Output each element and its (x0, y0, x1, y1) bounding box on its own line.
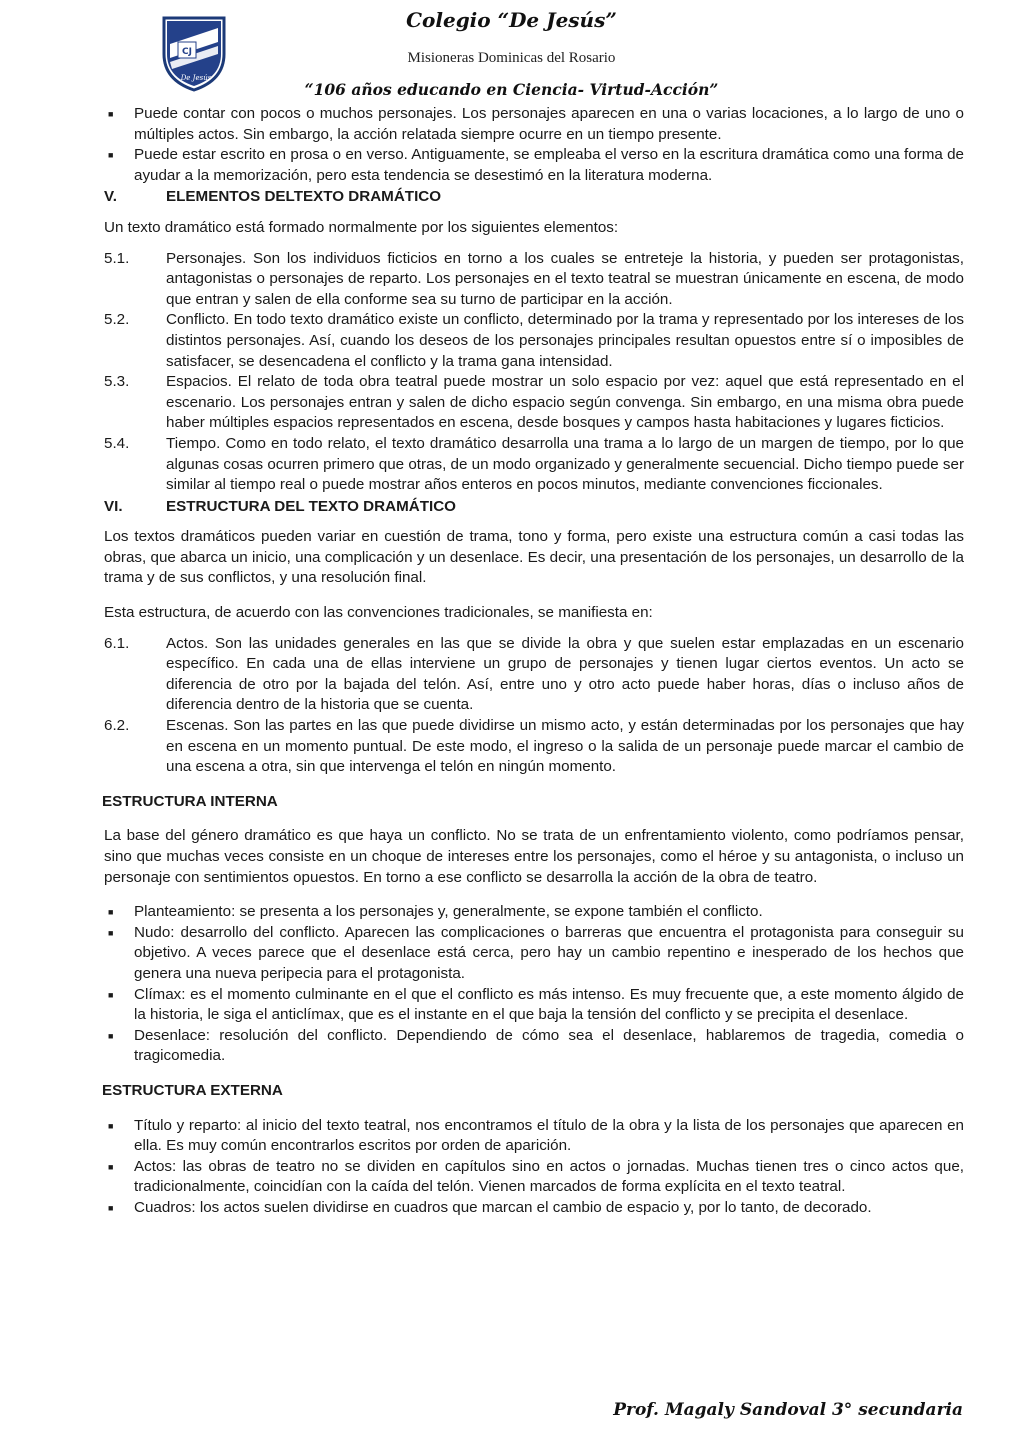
list-item: ■ Actos: las obras de teatro no se dividen en capítulos sino en actos o jornadas. Muchas tienen tres o cinco actos que, tradicionalmente, coincidían con la caída del telón. Vienen marcados de forma explícita en el texto teatral. (104, 1157, 964, 1198)
school-motto: “106 años educando en Ciencia- Virtud-Acción” (304, 80, 719, 99)
list-item: ■ Cuadros: los actos suelen dividirse en cuadros que marcan el cambio de espacio y, por lo tanto, de decorado. (104, 1198, 964, 1219)
section-heading (104, 497, 964, 518)
paragraph: Los textos dramáticos pueden variar en cuestión de trama, tono y forma, pero existe una estructura común a casi todas las obras, que abarca un inicio, una complicación y un desenlace. Es decir, una presentación de los personajes, un desarrollo de la trama y de sus conflictos, y una resolución final. (104, 528, 964, 587)
school-subtitle: Misioneras Dominicas del Rosario (407, 50, 616, 66)
item-text: Escenas. Son las partes en las que puede dividirse un mismo acto, y están determinadas por los personajes que hay en escena en un momento puntual. De este modo, el ingreso o la salida de un personaje puede marcar el cambio de una escena a otra, sin que intervenga el telón en ningún momento. (166, 717, 964, 776)
school-name: Colegio “De Jesús” (406, 8, 617, 32)
section-number: VI. (104, 497, 123, 515)
logo-script: De Jesús (180, 74, 212, 82)
subsection-heading: ESTRUCTURA INTERNA (102, 792, 278, 810)
list-item: ■ Clímax: es el momento culminante en el que el conflicto es más intenso. Es muy frecuente que, a este momento álgido de la historia, le siga el anticlímax, que es el instante en el que baja la tensión del conflicto y se precipita el desenlace. (104, 985, 964, 1026)
page-header (0, 0, 1023, 108)
list-item: ■ Planteamiento: se presenta a los personajes y, generalmente, se expone también el conflicto. (104, 902, 964, 923)
section-number: V. (104, 188, 117, 206)
numbered-item (104, 310, 964, 372)
section-heading (104, 187, 964, 208)
item-text: Espacios. El relato de toda obra teatral puede mostrar un solo espacio por vez: aquel que está representado en el escenario. Los personajes entran y salen de dicho espacio según convenga. Sin embargo, en una misma obra puede haber múltiples espacios representados en escena, desde bosques y campos hasta habitaciones y lugares ficticios. (166, 373, 964, 432)
item-number: 6.1. (104, 634, 130, 652)
paragraph: Esta estructura, de acuerdo con las convenciones tradicionales, se manifiesta en: (104, 604, 653, 622)
item-number: 5.2. (104, 311, 130, 329)
item-text: Tiempo. Como en todo relato, el texto dramático desarrolla una trama a lo largo de un margen de tiempo, por lo que algunas cosas ocurren primero que otras, de un modo organizado y generalmente secuencial. Dicho tiempo puede ser similar al tiempo real o puede mostrar años enteros en pocos minutos, mediante convenciones ficcionales. (166, 434, 964, 494)
numbered-item (104, 434, 964, 496)
section-title: ELEMENTOS DELTEXTO DRAMÁTICO (166, 188, 442, 206)
item-text: Conflicto. En todo texto dramático existe un conflicto, determinado por la trama y representado por los intereses de los distintos personajes. Así, cuando los deseos de los personajes principales resultan opuestos entre sí o imposibles de satisfacer, se desencadena el conflicto y la trama gana intensidad. (166, 311, 964, 370)
numbered-item (104, 716, 964, 778)
item-text: Actos. Son las unidades generales en las que se divide la obra y que suelen estar emplazadas en un escenario específico. En cada una de ellas interviene un grupo de personajes y tienen lugar ciertos eventos. Un acto se diferencia de otro por la bajada del telón. Así, entre uno y otro acto puede haber horas, días o incluso años de diferencia dentro de la historia que se cuenta. (166, 634, 964, 714)
subsection-heading: ESTRUCTURA EXTERNA (102, 1081, 283, 1099)
list-item: ■ Nudo: desarrollo del conflicto. Aparecen las complicaciones o barreras que encuentra el protagonista para conseguir su objetivo. A veces parece que el desenlace está cerca, pero hay un cambio repentino e inesperado de los hechos que genera una nueva peripecia para el protagonista. (104, 923, 964, 985)
item-number: 5.4. (104, 434, 130, 452)
list-item: ■ Puede estar escrito en prosa o en verso. Antiguamente, se empleaba el verso en la escritura dramática como una forma de ayudar a la memorización, pero esta tendencia se desestimó en la literatura moderna. (104, 145, 964, 186)
paragraph: Un texto dramático está formado normalmente por los siguientes elementos: (104, 218, 619, 236)
document-body (104, 104, 964, 1219)
logo-initials: CJ (182, 47, 192, 57)
teacher-footer: Prof. Magaly Sandoval 3° secundaria (613, 1400, 963, 1420)
item-text: Personajes. Son los individuos ficticios en torno a los cuales se entreteje la historia, y pueden ser protagonistas, antagonistas o personajes de reparto. Los personajes en el texto teatral se muestran únicamente en escena, de modo que entran y salen de ella conforme sea su turno de participar en la acción. (166, 249, 964, 308)
list-item: ■ Título y reparto: al inicio del texto teatral, nos encontramos el título de la obra y la lista de los personajes que aparecen en ella. Es muy común encontrarlos escritos por orden de aparición. (104, 1116, 964, 1157)
section-title: ESTRUCTURA DEL TEXTO DRAMÁTICO (166, 497, 456, 515)
item-number: 6.2. (104, 717, 130, 735)
item-number: 5.3. (104, 373, 130, 391)
list-item: ■ Puede contar con pocos o muchos personajes. Los personajes aparecen en una o varias locaciones, a lo largo de uno o múltiples actos. Sin embargo, la acción relatada siempre ocurre en un tiempo presente. (104, 104, 964, 145)
list-item: ■ Desenlace: resolución del conflicto. Dependiendo de cómo sea el desenlace, hablaremos de tragedia, comedia o tragicomedia. (104, 1026, 964, 1067)
item-number: 5.1. (104, 249, 130, 267)
numbered-item (104, 249, 964, 311)
numbered-item (104, 372, 964, 434)
paragraph: La base del género dramático es que haya un conflicto. No se trata de un enfrentamiento violento, como podríamos pensar, sino que muchas veces consiste en un choque de intereses entre los personajes, como el héroe y su antagonista, o incluso un personaje con sentimientos opuestos. En torno a ese conflicto se desarrolla la acción de la obra de teatro. (104, 827, 964, 886)
numbered-item (104, 634, 964, 716)
